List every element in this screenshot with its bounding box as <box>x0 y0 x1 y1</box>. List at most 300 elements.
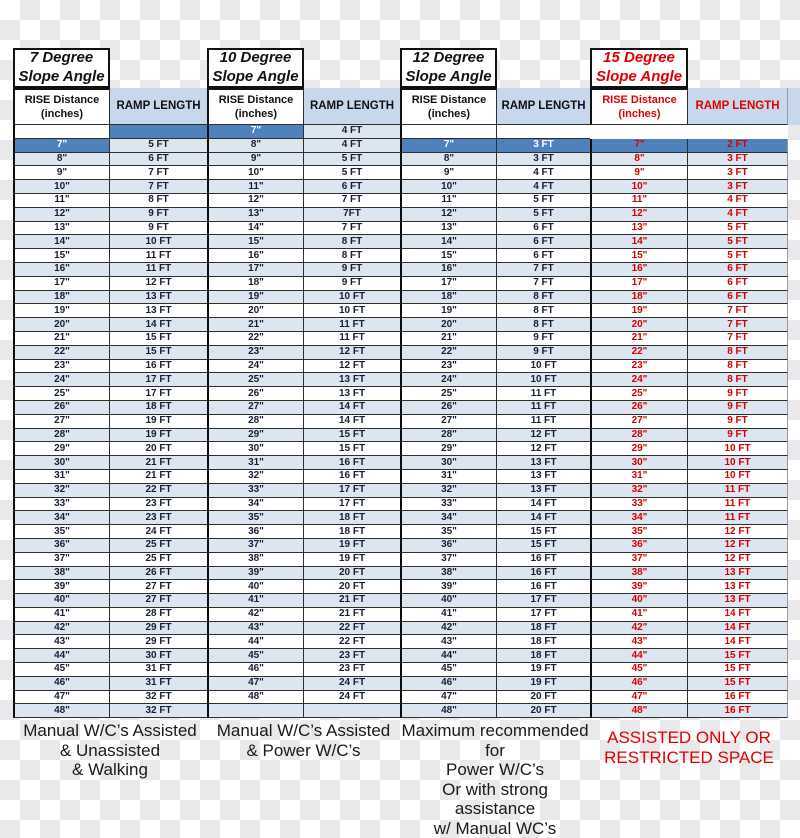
rise-cell: 42" <box>590 622 688 636</box>
footer-note-line: Manual W/C’s Assisted <box>207 721 400 741</box>
slope-angle-title-15deg <box>590 48 688 88</box>
rise-cell: 43" <box>590 635 688 649</box>
rise-cell: 19" <box>400 304 497 318</box>
rise-cell: 32" <box>400 484 497 498</box>
rise-cell: 36" <box>13 539 110 553</box>
rise-cell: 12" <box>590 208 688 222</box>
rise-cell: 39" <box>207 567 304 581</box>
ramp-cell: 9 FT <box>110 208 207 222</box>
rise-cell: 43" <box>400 635 497 649</box>
ramp-cell: 15 FT <box>688 649 788 663</box>
ramp-cell: 15 FT <box>110 346 207 360</box>
ramp-cell: 22 FT <box>110 484 207 498</box>
rise-cell: 40" <box>207 580 304 594</box>
ramp-cell: 20 FT <box>497 704 590 718</box>
ramp-cell: 14 FT <box>497 498 590 512</box>
ramp-cell: 9 FT <box>304 263 400 277</box>
ramp-cell: 5 FT <box>304 166 400 180</box>
ramp-cell: 20 FT <box>304 580 400 594</box>
rise-cell: 9" <box>207 153 304 167</box>
ramp-cell: 3 FT <box>497 139 590 153</box>
rise-cell: 22" <box>207 332 304 346</box>
rise-cell: 34" <box>590 511 688 525</box>
ramp-cell: 13 FT <box>110 291 207 305</box>
rise-cell: 28" <box>400 429 497 443</box>
rise-cell: 8" <box>400 153 497 167</box>
ramp-cell: 14 FT <box>304 401 400 415</box>
rise-cell: 36" <box>400 539 497 553</box>
rise-cell: 14" <box>207 222 304 236</box>
rise-cell: 10" <box>13 180 110 194</box>
rise-cell: 9" <box>590 166 688 180</box>
rise-cell: 22" <box>400 346 497 360</box>
ramp-cell: 6 FT <box>688 263 788 277</box>
rise-cell: 42" <box>400 622 497 636</box>
ramp-cell: 8 FT <box>688 373 788 387</box>
ramp-cell: 15 FT <box>304 442 400 456</box>
rise-cell: 46" <box>590 677 688 691</box>
rise-cell: 11" <box>400 194 497 208</box>
ramp-cell: 25 FT <box>110 553 207 567</box>
ramp-cell: 31 FT <box>110 663 207 677</box>
rise-cell: 31" <box>13 470 110 484</box>
rise-cell: 34" <box>400 511 497 525</box>
rise-distance-header-sub: (inches) <box>235 107 277 121</box>
rise-distance-header-label: RISE Distance <box>219 93 294 107</box>
ramp-cell: 7FT <box>304 208 400 222</box>
rise-cell: 43" <box>207 622 304 636</box>
slope-angle-title-10deg <box>207 48 304 88</box>
rise-cell: 11" <box>207 180 304 194</box>
slope-angle-title-line2: Slope Angle <box>405 68 491 87</box>
rise-cell: 7" <box>590 139 688 153</box>
rise-cell: 34" <box>13 511 110 525</box>
ramp-cell: 12 FT <box>497 429 590 443</box>
ramp-cell: 17 FT <box>110 373 207 387</box>
ramp-cell: 8 FT <box>497 304 590 318</box>
ramp-cell: 15 FT <box>304 429 400 443</box>
ramp-cell: 12 FT <box>688 539 788 553</box>
rise-cell: 48" <box>13 704 110 718</box>
slope-angle-title-line2: Slope Angle <box>596 68 682 87</box>
footer-note-line: & Power W/C’s <box>207 741 400 761</box>
rise-cell: 38" <box>207 553 304 567</box>
rise-cell <box>400 125 497 139</box>
ramp-cell: 6 FT <box>688 277 788 291</box>
rise-cell: 42" <box>207 608 304 622</box>
ramp-length-header: RAMP LENGTH <box>304 88 400 125</box>
rise-cell: 39" <box>400 580 497 594</box>
rise-cell: 15" <box>207 235 304 249</box>
ramp-cell: 7 FT <box>497 277 590 291</box>
ramp-cell: 7 FT <box>497 263 590 277</box>
rise-cell: 16" <box>13 263 110 277</box>
rise-cell: 16" <box>590 263 688 277</box>
ramp-cell: 8 FT <box>304 249 400 263</box>
ramp-cell: 19 FT <box>497 663 590 677</box>
ramp-cell: 18 FT <box>497 649 590 663</box>
ramp-cell: 3 FT <box>497 153 590 167</box>
ramp-cell: 4 FT <box>688 208 788 222</box>
ramp-cell: 12 FT <box>688 553 788 567</box>
ramp-cell: 11 FT <box>688 498 788 512</box>
ramp-cell: 4 FT <box>688 194 788 208</box>
ramp-cell: 19 FT <box>110 415 207 429</box>
rise-cell: 44" <box>13 649 110 663</box>
rise-cell: 47" <box>13 691 110 705</box>
ramp-cell: 6 FT <box>497 235 590 249</box>
slope-angle-title-line1: 10 Degree <box>220 49 292 68</box>
ramp-cell: 17 FT <box>497 594 590 608</box>
ramp-cell: 7 FT <box>304 194 400 208</box>
ramp-cell: 15 FT <box>110 332 207 346</box>
ramp-cell: 25 FT <box>110 539 207 553</box>
ramp-cell: 7 FT <box>688 304 788 318</box>
ramp-cell: 12 FT <box>110 277 207 291</box>
rise-cell: 32" <box>207 470 304 484</box>
rise-cell: 21" <box>207 318 304 332</box>
ramp-cell: 5 FT <box>497 208 590 222</box>
ramp-cell: 28 FT <box>110 608 207 622</box>
ramp-cell: 16 FT <box>497 553 590 567</box>
ramp-cell: 21 FT <box>304 608 400 622</box>
footer-note-line: ASSISTED ONLY OR <box>590 728 788 748</box>
rise-distance-header-label: RISE Distance <box>412 93 487 107</box>
ramp-cell: 7 FT <box>304 222 400 236</box>
rise-cell: 10" <box>590 180 688 194</box>
rise-cell: 17" <box>207 263 304 277</box>
rise-cell: 15" <box>590 249 688 263</box>
ramp-cell: 10 FT <box>304 304 400 318</box>
rise-cell: 25" <box>590 387 688 401</box>
rise-cell: 16" <box>400 263 497 277</box>
ramp-cell: 13 FT <box>497 470 590 484</box>
rise-cell: 30" <box>590 456 688 470</box>
rise-cell: 16" <box>207 249 304 263</box>
rise-cell: 18" <box>207 277 304 291</box>
ramp-cell: 16 FT <box>497 580 590 594</box>
rise-cell: 24" <box>13 373 110 387</box>
rise-cell: 42" <box>13 622 110 636</box>
rise-cell: 46" <box>207 663 304 677</box>
ramp-cell: 5 FT <box>688 249 788 263</box>
ramp-cell: 9 FT <box>688 429 788 443</box>
rise-cell: 47" <box>400 691 497 705</box>
ramp-cell: 18 FT <box>110 401 207 415</box>
rise-distance-header <box>13 88 110 125</box>
rise-cell: 23" <box>13 360 110 374</box>
rise-cell: 24" <box>400 373 497 387</box>
rise-cell: 30" <box>13 456 110 470</box>
rise-cell: 29" <box>13 442 110 456</box>
ramp-cell: 18 FT <box>497 622 590 636</box>
ramp-cell: 13 FT <box>110 304 207 318</box>
rise-cell: 8" <box>590 153 688 167</box>
rise-cell: 20" <box>590 318 688 332</box>
rise-cell <box>207 704 304 718</box>
ramp-cell: 9 FT <box>497 346 590 360</box>
rise-cell: 44" <box>207 635 304 649</box>
rise-cell: 33" <box>207 484 304 498</box>
rise-cell: 27" <box>590 415 688 429</box>
ramp-cell: 8 FT <box>688 346 788 360</box>
ramp-cell: 31 FT <box>110 677 207 691</box>
rise-cell: 13" <box>207 208 304 222</box>
rise-cell: 47" <box>207 677 304 691</box>
rise-cell: 47" <box>590 691 688 705</box>
ramp-length-header: RAMP LENGTH <box>110 88 207 125</box>
ramp-cell: 15 FT <box>497 539 590 553</box>
footer-note-15deg <box>590 728 788 767</box>
rise-cell: 14" <box>590 235 688 249</box>
ramp-cell: 9 FT <box>110 222 207 236</box>
rise-cell: 38" <box>13 567 110 581</box>
ramp-cell: 16 FT <box>688 691 788 705</box>
ramp-cell: 12 FT <box>304 346 400 360</box>
rise-cell: 35" <box>207 511 304 525</box>
rise-cell: 41" <box>590 608 688 622</box>
rise-cell: 32" <box>590 484 688 498</box>
rise-cell: 24" <box>207 360 304 374</box>
rise-cell: 19" <box>207 291 304 305</box>
ramp-cell: 10 FT <box>688 442 788 456</box>
ramp-cell: 29 FT <box>110 622 207 636</box>
rise-cell: 14" <box>13 235 110 249</box>
rise-distance-header <box>590 88 688 125</box>
ramp-cell: 15 FT <box>497 525 590 539</box>
ramp-cell: 4 FT <box>304 125 400 139</box>
ramp-cell: 13 FT <box>497 484 590 498</box>
rise-cell: 13" <box>400 222 497 236</box>
ramp-cell: 12 FT <box>304 360 400 374</box>
rise-cell: 23" <box>207 346 304 360</box>
ramp-cell: 3 FT <box>688 180 788 194</box>
ramp-cell: 16 FT <box>304 456 400 470</box>
ramp-cell: 3 FT <box>688 166 788 180</box>
rise-cell: 25" <box>13 387 110 401</box>
ramp-cell <box>110 125 207 139</box>
rise-cell: 7" <box>207 125 304 139</box>
ramp-cell: 19 FT <box>497 677 590 691</box>
ramp-cell <box>688 125 788 139</box>
ramp-cell: 21 FT <box>110 456 207 470</box>
ramp-cell: 7 FT <box>688 318 788 332</box>
rise-cell: 37" <box>13 553 110 567</box>
ramp-cell: 23 FT <box>304 663 400 677</box>
rise-cell: 26" <box>13 401 110 415</box>
rise-cell: 48" <box>590 704 688 718</box>
rise-cell: 12" <box>13 208 110 222</box>
rise-cell: 46" <box>400 677 497 691</box>
ramp-cell: 16 FT <box>688 704 788 718</box>
ramp-cell: 9 FT <box>688 401 788 415</box>
ramp-cell <box>304 704 400 718</box>
rise-cell: 43" <box>13 635 110 649</box>
ramp-cell: 15 FT <box>688 663 788 677</box>
rise-cell: 28" <box>13 429 110 443</box>
ramp-cell: 9 FT <box>688 415 788 429</box>
ramp-cell: 7 FT <box>688 332 788 346</box>
ramp-cell: 7 FT <box>110 166 207 180</box>
rise-cell <box>590 125 688 139</box>
ramp-cell: 22 FT <box>304 635 400 649</box>
rise-cell: 33" <box>590 498 688 512</box>
rise-cell: 22" <box>590 346 688 360</box>
ramp-cell: 19 FT <box>304 539 400 553</box>
ramp-cell: 8 FT <box>304 235 400 249</box>
rise-cell: 20" <box>207 304 304 318</box>
ramp-length-table <box>13 48 788 718</box>
slope-angle-title-line2: Slope Angle <box>212 68 298 87</box>
ramp-cell: 19 FT <box>304 553 400 567</box>
footer-note-line: & Unassisted <box>13 741 207 761</box>
rise-cell: 44" <box>590 649 688 663</box>
ramp-cell: 24 FT <box>304 677 400 691</box>
rise-distance-header-sub: (inches) <box>428 107 470 121</box>
ramp-cell: 11 FT <box>688 484 788 498</box>
rise-cell: 33" <box>400 498 497 512</box>
ramp-cell: 4 FT <box>497 180 590 194</box>
ramp-cell: 27 FT <box>110 580 207 594</box>
ramp-cell: 13 FT <box>497 456 590 470</box>
ramp-cell: 16 FT <box>304 470 400 484</box>
rise-cell: 39" <box>13 580 110 594</box>
ramp-cell: 24 FT <box>304 691 400 705</box>
ramp-cell: 13 FT <box>688 567 788 581</box>
ramp-cell: 16 FT <box>110 360 207 374</box>
slope-angle-title-7deg <box>13 48 110 88</box>
footer-note-line: w/ Manual WC’s <box>400 819 590 838</box>
ramp-cell: 7 FT <box>110 180 207 194</box>
ramp-cell: 14 FT <box>688 608 788 622</box>
ramp-cell: 8 FT <box>110 194 207 208</box>
rise-cell: 19" <box>13 304 110 318</box>
rise-cell: 13" <box>590 222 688 236</box>
ramp-length-header: RAMP LENGTH <box>688 88 788 125</box>
footer-note-line: Manual W/C’s Assisted <box>13 721 207 741</box>
rise-cell: 28" <box>207 415 304 429</box>
rise-cell: 21" <box>13 332 110 346</box>
ramp-cell: 6 FT <box>497 249 590 263</box>
rise-cell: 25" <box>207 373 304 387</box>
rise-cell: 7" <box>13 139 110 153</box>
rise-cell: 31" <box>590 470 688 484</box>
footer-note-line: & Walking <box>13 760 207 780</box>
ramp-cell: 11 FT <box>304 332 400 346</box>
rise-cell: 31" <box>207 456 304 470</box>
ramp-cell: 29 FT <box>110 635 207 649</box>
ramp-cell: 11 FT <box>497 401 590 415</box>
rise-cell: 45" <box>207 649 304 663</box>
rise-cell: 11" <box>590 194 688 208</box>
rise-cell: 18" <box>400 291 497 305</box>
rise-cell: 17" <box>13 277 110 291</box>
rise-cell: 23" <box>590 360 688 374</box>
ramp-cell: 14 FT <box>688 622 788 636</box>
ramp-cell: 6 FT <box>304 180 400 194</box>
ramp-cell: 17 FT <box>304 498 400 512</box>
rise-cell: 9" <box>400 166 497 180</box>
ramp-cell: 32 FT <box>110 691 207 705</box>
rise-cell: 36" <box>590 539 688 553</box>
rise-cell: 37" <box>400 553 497 567</box>
rise-cell: 21" <box>400 332 497 346</box>
rise-cell: 18" <box>13 291 110 305</box>
rise-cell: 38" <box>590 567 688 581</box>
rise-cell: 9" <box>13 166 110 180</box>
ramp-cell: 14 FT <box>688 635 788 649</box>
rise-cell: 37" <box>590 553 688 567</box>
ramp-cell: 4 FT <box>304 139 400 153</box>
rise-cell: 27" <box>13 415 110 429</box>
rise-cell: 7" <box>400 139 497 153</box>
ramp-cell: 21 FT <box>110 470 207 484</box>
rise-cell: 12" <box>400 208 497 222</box>
rise-cell: 35" <box>13 525 110 539</box>
rise-cell: 8" <box>207 139 304 153</box>
rise-cell: 21" <box>590 332 688 346</box>
rise-cell: 26" <box>590 401 688 415</box>
ramp-cell: 11 FT <box>497 387 590 401</box>
rise-distance-header <box>400 88 497 125</box>
footer-note-line: Power W/C’s <box>400 760 590 780</box>
rise-cell: 40" <box>400 594 497 608</box>
ramp-cell: 19 FT <box>110 429 207 443</box>
ramp-cell: 3 FT <box>688 153 788 167</box>
ramp-cell: 8 FT <box>688 360 788 374</box>
rise-cell: 33" <box>13 498 110 512</box>
ramp-cell: 23 FT <box>110 511 207 525</box>
ramp-cell: 10 FT <box>688 456 788 470</box>
rise-cell: 28" <box>590 429 688 443</box>
slope-angle-title-12deg <box>400 48 497 88</box>
rise-cell: 29" <box>207 429 304 443</box>
rise-cell: 29" <box>590 442 688 456</box>
ramp-cell: 11 FT <box>110 249 207 263</box>
rise-cell: 23" <box>400 360 497 374</box>
rise-distance-header-label: RISE Distance <box>25 93 100 107</box>
rise-cell: 14" <box>400 235 497 249</box>
footer-note-line: Or with strong assistance <box>400 780 590 819</box>
rise-cell: 38" <box>400 567 497 581</box>
rise-cell: 22" <box>13 346 110 360</box>
rise-distance-header-sub: (inches) <box>618 107 660 121</box>
ramp-length-header: RAMP LENGTH <box>497 88 590 125</box>
ramp-cell: 10 FT <box>110 235 207 249</box>
ramp-cell: 16 FT <box>497 567 590 581</box>
slope-angle-title-line1: 12 Degree <box>413 49 485 68</box>
rise-cell: 12" <box>207 194 304 208</box>
rise-cell: 17" <box>400 277 497 291</box>
rise-cell: 15" <box>13 249 110 263</box>
ramp-cell: 5 FT <box>688 222 788 236</box>
footer-note-12deg <box>400 721 590 838</box>
ramp-cell: 12 FT <box>688 525 788 539</box>
ramp-cell: 2 FT <box>688 139 788 153</box>
rise-cell: 46" <box>13 677 110 691</box>
slope-angle-title-line1: 7 Degree <box>30 49 93 68</box>
ramp-cell: 20 FT <box>497 691 590 705</box>
ramp-cell: 6 FT <box>497 222 590 236</box>
ramp-cell: 32 FT <box>110 704 207 718</box>
ramp-cell: 5 FT <box>110 139 207 153</box>
ramp-cell: 11 FT <box>497 415 590 429</box>
rise-distance-header-label: RISE Distance <box>602 93 677 107</box>
rise-cell: 11" <box>13 194 110 208</box>
rise-cell: 41" <box>207 594 304 608</box>
rise-cell: 31" <box>400 470 497 484</box>
rise-cell: 19" <box>590 304 688 318</box>
